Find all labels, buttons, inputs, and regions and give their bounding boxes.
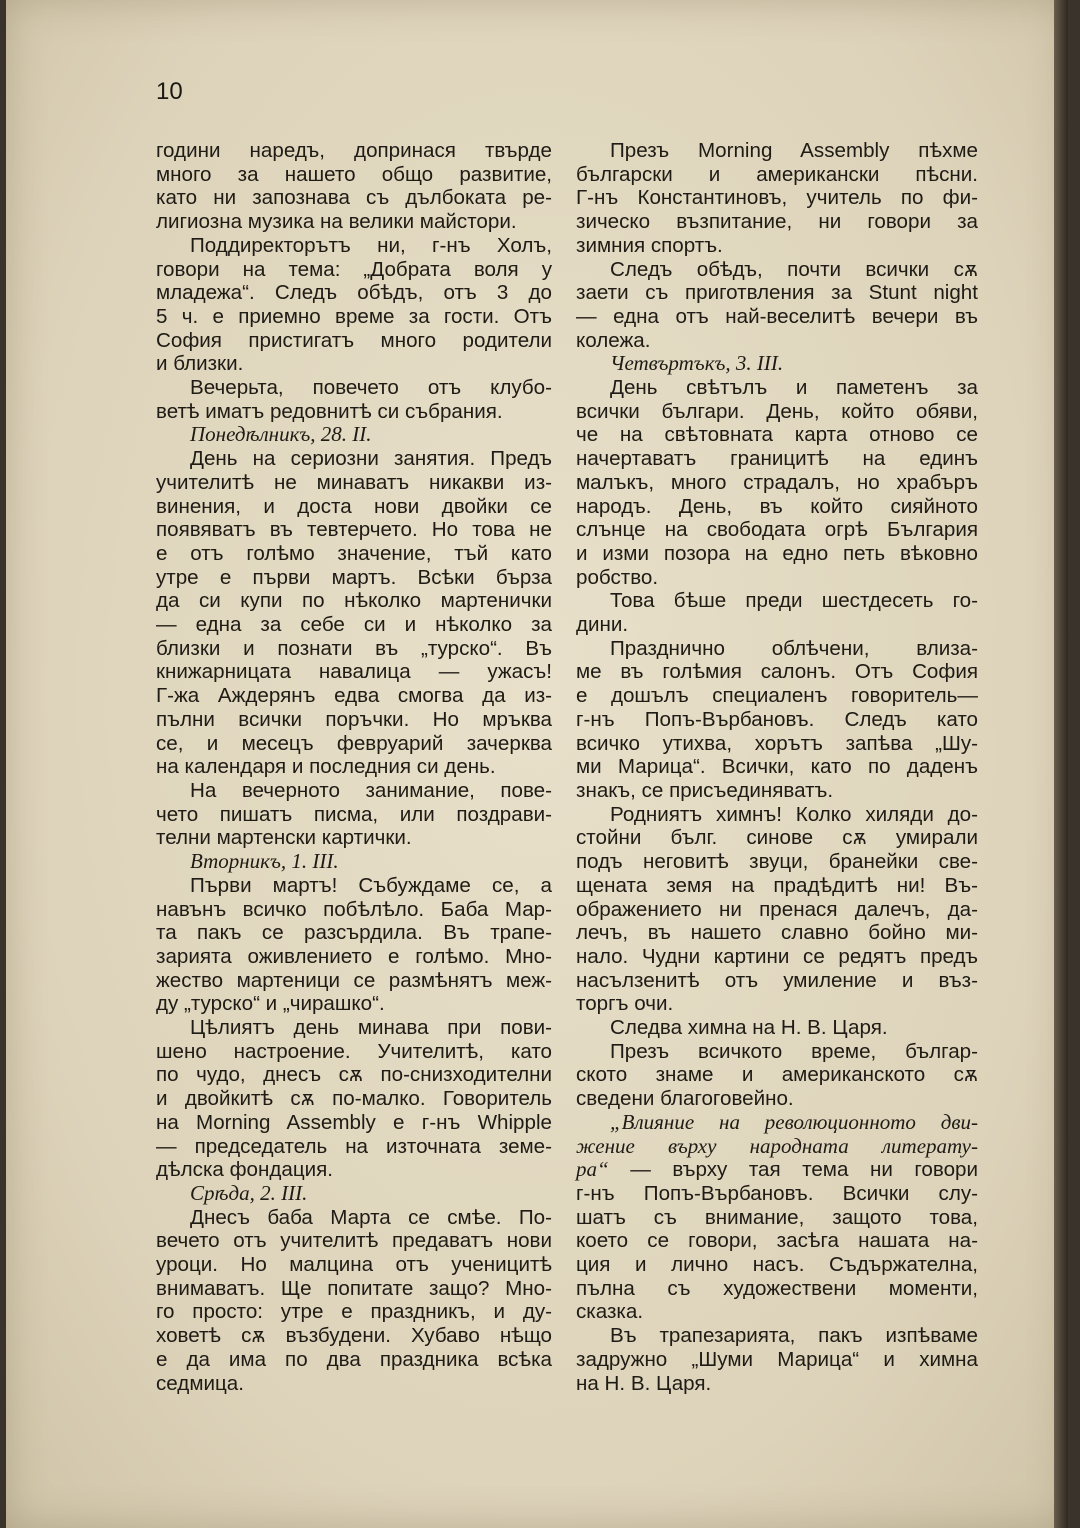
text-line: ме въ голѣмия салонъ. Отъ София xyxy=(576,660,978,684)
text-line: и двойкитѣ сѫ по-малко. Говоритель xyxy=(156,1087,552,1111)
text-line: телни мартенски картички. xyxy=(156,826,412,850)
text-line: близки и познати въ „турско“. Въ xyxy=(156,636,552,660)
text-line: пълна съ художествени моменти, xyxy=(576,1276,978,1300)
text-line: появяватъ въ тевтерчето. Но това не xyxy=(156,518,552,542)
text-line: Родниятъ химнъ! Колко хиляди до- xyxy=(610,802,978,826)
text-line: Следва химна на Н. В. Царя. xyxy=(610,1016,888,1040)
text-line: Първи мартъ! Събуждаме се, а xyxy=(190,873,552,897)
text-line: да си купи по нѣколко мартенички xyxy=(156,589,552,613)
text-line: На вечерното занимание, пове- xyxy=(190,778,552,802)
text-line: Г-жа Аждерянъ едва смогва да из- xyxy=(156,684,552,708)
page-number: 10 xyxy=(156,78,183,105)
text-line: чето пишатъ писма, или поздрави- xyxy=(156,802,552,826)
text-line: ображението ни пренася далечъ, да- xyxy=(576,897,978,921)
text-line: навънъ всичко побѣлѣло. Баба Мар- xyxy=(156,897,552,921)
text-line: сказка. xyxy=(576,1300,644,1324)
text-line: София пристигатъ много родители xyxy=(156,328,552,352)
lecture-title-line xyxy=(576,1111,978,1135)
text-line: ду „турско“ и „чирашко“. xyxy=(156,992,385,1016)
day-heading-text: Вторникъ, 1. III. xyxy=(190,849,339,874)
text-line: — председатель на източната земе- xyxy=(156,1134,552,1158)
text-line: на Н. В. Царя. xyxy=(576,1371,712,1395)
text-line: дини. xyxy=(576,613,629,637)
lecture-title-text: „Влияние на революционното дви- xyxy=(610,1109,978,1134)
text-line: всичко утихва, хорътъ запѣва „Шу- xyxy=(576,731,978,755)
text-line: — една за себе си и нѣколко за xyxy=(156,613,552,637)
text-line: Въ трапезарията, пакъ изпѣваме xyxy=(610,1324,978,1348)
text-line: утре е първи мартъ. Всѣки бърза xyxy=(156,565,552,589)
text-line: е дошълъ специаленъ говоритель— xyxy=(576,684,978,708)
text-line: години наредъ, допринася твърде xyxy=(156,139,552,162)
text-line: Презъ всичкото време, българ- xyxy=(610,1039,978,1063)
text-line: и изми позора на едно петь вѣковно xyxy=(576,541,978,565)
text-line: дѣлска фондация. xyxy=(156,1158,333,1182)
text-line: Цѣлиятъ день минава при пови- xyxy=(190,1016,552,1040)
text-line: което се говори, засѣга нашата на- xyxy=(576,1229,978,1253)
book-page xyxy=(6,0,1068,1528)
text-line: учителитѣ не минаватъ никакви из- xyxy=(156,470,552,494)
text-line: народъ. День, въ който сияйното xyxy=(576,494,978,518)
text-line: насълзенитѣ отъ умиление и въз- xyxy=(576,968,978,992)
text-line: лигиозна музика на велики майстори. xyxy=(156,210,517,234)
text-line: День на сериозни занятия. Предъ xyxy=(190,447,552,471)
day-heading-text: Срѣда, 2. III. xyxy=(190,1180,308,1205)
text-line: зарията оживлението е голѣмо. Мно- xyxy=(156,944,552,968)
text-line: Следъ обѣдъ, почти всички сѫ xyxy=(610,257,978,281)
text-line: 5 ч. е приемно време за гости. Отъ xyxy=(156,304,552,328)
lecture-title-text: ра“ xyxy=(576,1157,609,1182)
text-line: по чудо, днесъ сѫ по-снизходителни xyxy=(156,1063,552,1087)
day-heading-text: Понедѣлникъ, 28. II. xyxy=(190,422,372,447)
text-line: задружно „Шуми Марица“ и химна xyxy=(576,1347,978,1371)
text-line: вечето отъ учителитѣ предаватъ нови xyxy=(156,1229,552,1253)
text-line: седмица. xyxy=(156,1371,244,1395)
text-line: го просто: утре е праздникъ, и ду- xyxy=(156,1300,552,1324)
text-line: нало. Чудни картини се редятъ предъ xyxy=(576,944,978,968)
text-line: торгъ очи. xyxy=(576,992,674,1016)
page-edge-shadow xyxy=(1054,0,1068,1528)
text-line: ветѣ иматъ редовнитѣ си събрания. xyxy=(156,399,503,423)
text-line: шено настроение. Учителитѣ, като xyxy=(156,1039,552,1063)
lecture-title-text: жение върху народната литерату- xyxy=(576,1133,978,1158)
text-line: всички българи. День, който обяви, xyxy=(576,399,978,423)
text-fragment: — върху тая тема ни говори xyxy=(608,1158,978,1182)
text-line: ция и лично насъ. Съдържателна, xyxy=(576,1253,978,1277)
text-line: младежа“. Следъ обѣдъ, отъ 3 до xyxy=(156,281,552,305)
text-line: Презъ Morning Assembly пѣхме xyxy=(610,139,978,162)
text-line: шатъ съ внимание, защото това, xyxy=(576,1205,978,1229)
day-heading-text: Четвъртъкъ, 3. III. xyxy=(610,351,784,376)
day-heading-tuesday xyxy=(156,850,552,874)
text-line: зическо възпитание, ни говори за xyxy=(576,210,978,234)
lecture-title-line xyxy=(576,1158,978,1182)
text-line: много за нашето общо развитие, xyxy=(156,162,552,186)
text-line: книжарницата навалица — ужасъ! xyxy=(156,660,552,684)
text-line: заети съ приготвления за Stunt night xyxy=(576,281,978,305)
text-line: слънце на свободата огрѣ България xyxy=(576,518,978,542)
day-heading-wednesday xyxy=(156,1182,552,1206)
text-line: че на свѣтовната карта отново се xyxy=(576,423,978,447)
text-line: ховетѣ сѫ възбудени. Хубаво нѣщо xyxy=(156,1324,552,1348)
text-line: говори на тема: „Добрата воля у xyxy=(156,257,552,281)
text-line: уроци. Но малцина отъ ученицитѣ xyxy=(156,1253,552,1277)
text-line: Поддиректорътъ ни, г-нъ Холъ, xyxy=(190,233,552,257)
text-line: колежа. xyxy=(576,328,651,352)
day-heading-thursday xyxy=(576,352,978,376)
text-line: начертаватъ границитѣ на единъ xyxy=(576,447,978,471)
text-line: Г-нъ Константиновъ, учитель по фи- xyxy=(576,186,978,210)
text-line: Празднично облѣчени, влиза- xyxy=(610,636,978,660)
text-line: — една отъ най-веселитѣ вечери въ xyxy=(576,304,978,328)
text-line: се, и месецъ февруарий зачерква xyxy=(156,731,552,755)
text-line: български и американски пѣсни. xyxy=(576,162,978,186)
text-line: винения, и доста нови двойки се xyxy=(156,494,552,518)
text-line: ми Марица“. Всички, като по даденъ xyxy=(576,755,978,779)
text-line: лечъ, въ нашето славно бойно ми- xyxy=(576,921,978,945)
text-line: щената земя на прадѣдитѣ ни! Въ- xyxy=(576,873,978,897)
day-heading-monday xyxy=(156,423,552,447)
text-line: е отъ голѣмо значение, тъй като xyxy=(156,541,552,565)
text-line: стойни бълг. синове сѫ умирали xyxy=(576,826,978,850)
text-line: г-нъ Попъ-Върбановъ. Следъ като xyxy=(576,707,978,731)
text-line: ското знаме и американското сѫ xyxy=(576,1063,978,1087)
text-line: подъ неговитѣ звуци, бранейки све- xyxy=(576,850,978,874)
text-line: зимния спортъ. xyxy=(576,233,723,257)
left-column xyxy=(156,139,552,1395)
right-column xyxy=(576,139,978,1395)
text-line: и близки. xyxy=(156,352,244,376)
lecture-title-line xyxy=(576,1135,978,1159)
text-line: День свѣтълъ и паметенъ за xyxy=(610,376,978,400)
text-line: сведени благоговейно. xyxy=(576,1087,794,1111)
text-line: на календаря и последния си день. xyxy=(156,755,496,779)
text-line: е да има по два праздника всѣка xyxy=(156,1347,552,1371)
text-line: на Morning Assembly е г-нъ Whipple xyxy=(156,1110,552,1134)
text-line: пълни всички поръчки. Но мръква xyxy=(156,707,552,731)
text-line: Вечерьта, повечето отъ клубо- xyxy=(190,376,552,400)
text-line: Днесъ баба Марта се смѣе. По- xyxy=(190,1205,552,1229)
text-line: жество мартеници се размѣнятъ меж- xyxy=(156,968,552,992)
text-line: та пакъ се разсърдила. Въ трапе- xyxy=(156,921,552,945)
text-line: като ни запознава съ дълбоката ре- xyxy=(156,186,552,210)
text-line: внимаватъ. Ще попитате защо? Мно- xyxy=(156,1276,552,1300)
text-line: робство. xyxy=(576,565,659,589)
text-line: малъкъ, много страдалъ, но храбъръ xyxy=(576,470,978,494)
text-line: г-нъ Попъ-Върбановъ. Всички слу- xyxy=(576,1181,978,1205)
text-line: знакъ, се присъединяватъ. xyxy=(576,778,834,802)
text-line: Това бѣше преди шестдесеть го- xyxy=(610,589,978,613)
